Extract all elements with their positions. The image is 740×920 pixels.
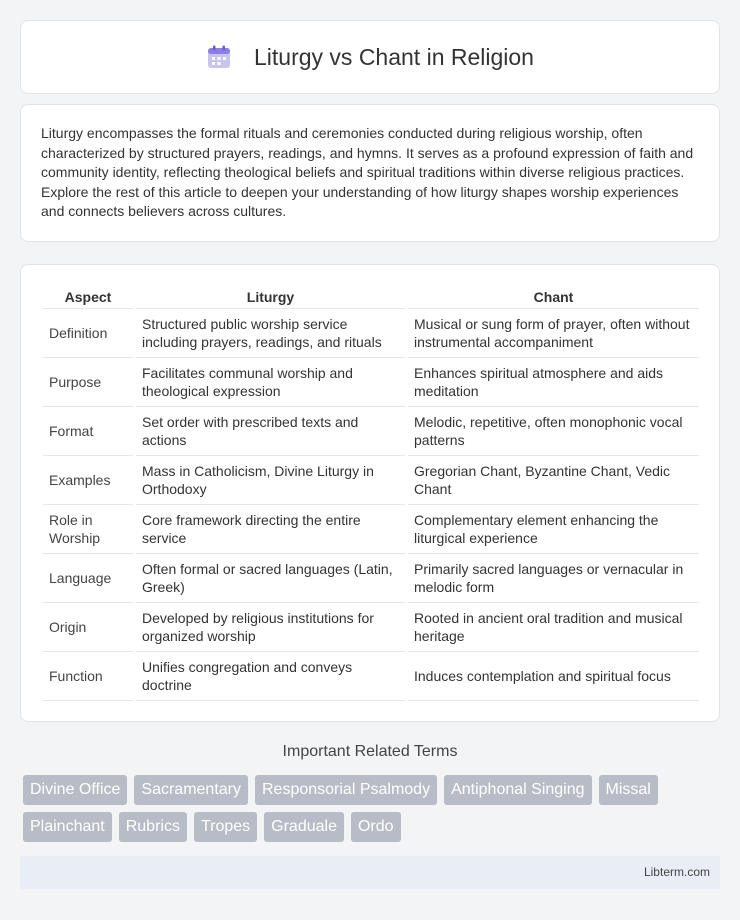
liturgy-cell: Set order with prescribed texts and actions bbox=[136, 407, 405, 456]
comparison-table bbox=[43, 285, 699, 701]
column-header: Liturgy bbox=[136, 285, 405, 309]
intro-text: Liturgy encompasses the formal rituals and ceremonies conducted during religious worship, often characterized by structured prayers, readings, and hymns. It serves as a profound expression of faith and community identity, reflecting theological beliefs and spiritual traditions within diverse religious practices. Explore the rest of this article to deepen your understanding of how liturgy shapes worship experiences and connects believers across cultures. bbox=[41, 125, 694, 219]
column-header: Aspect bbox=[43, 285, 133, 309]
chant-cell: Rooted in ancient oral tradition and musical heritage bbox=[408, 603, 699, 652]
term-tag[interactable]: Ordo bbox=[351, 812, 401, 842]
chant-cell: Enhances spiritual atmosphere and aids meditation bbox=[408, 358, 699, 407]
term-tag[interactable]: Rubrics bbox=[119, 812, 187, 842]
table-row bbox=[43, 554, 699, 603]
table-row bbox=[43, 456, 699, 505]
term-tag[interactable]: Sacramentary bbox=[134, 775, 248, 805]
table-row bbox=[43, 358, 699, 407]
footer-site-link[interactable]: Libterm.com bbox=[643, 865, 710, 879]
footer bbox=[20, 856, 720, 889]
liturgy-cell: Core framework directing the entire service bbox=[136, 505, 405, 554]
aspect-cell: Role in Worship bbox=[43, 505, 133, 554]
aspect-cell: Function bbox=[43, 652, 133, 701]
aspect-cell: Examples bbox=[43, 456, 133, 505]
table-row bbox=[43, 407, 699, 456]
chant-cell: Melodic, repetitive, often monophonic vocal patterns bbox=[408, 407, 699, 456]
table-header-row bbox=[43, 285, 699, 309]
related-terms-list bbox=[23, 775, 723, 849]
liturgy-cell: Developed by religious institutions for organized worship bbox=[136, 603, 405, 652]
table-row bbox=[43, 652, 699, 701]
term-tag[interactable]: Antiphonal Singing bbox=[444, 775, 591, 805]
liturgy-cell: Facilitates communal worship and theological expression bbox=[136, 358, 405, 407]
term-tag[interactable]: Plainchant bbox=[23, 812, 112, 842]
chant-cell: Complementary element enhancing the liturgical experience bbox=[408, 505, 699, 554]
chant-cell: Musical or sung form of prayer, often without instrumental accompaniment bbox=[408, 309, 699, 358]
related-terms-heading: Important Related Terms bbox=[282, 743, 458, 760]
intro-card bbox=[20, 104, 720, 242]
liturgy-cell: Structured public worship service including prayers, readings, and rituals bbox=[136, 309, 405, 358]
page-title: Liturgy vs Chant in Religion bbox=[254, 43, 534, 70]
title-card bbox=[20, 20, 720, 94]
chant-cell: Primarily sacred languages or vernacular in melodic form bbox=[408, 554, 699, 603]
column-header: Chant bbox=[408, 285, 699, 309]
term-tag[interactable]: Missal bbox=[599, 775, 658, 805]
liturgy-cell: Mass in Catholicism, Divine Liturgy in Orthodoxy bbox=[136, 456, 405, 505]
table-row bbox=[43, 309, 699, 358]
table-row bbox=[43, 505, 699, 554]
comparison-card bbox=[20, 264, 720, 722]
calendar-icon bbox=[206, 44, 232, 70]
aspect-cell: Language bbox=[43, 554, 133, 603]
aspect-cell: Origin bbox=[43, 603, 133, 652]
table-row bbox=[43, 603, 699, 652]
chant-cell: Gregorian Chant, Byzantine Chant, Vedic Chant bbox=[408, 456, 699, 505]
aspect-cell: Purpose bbox=[43, 358, 133, 407]
aspect-cell: Format bbox=[43, 407, 133, 456]
liturgy-cell: Often formal or sacred languages (Latin, Greek) bbox=[136, 554, 405, 603]
term-tag[interactable]: Graduale bbox=[264, 812, 344, 842]
term-tag[interactable]: Tropes bbox=[194, 812, 257, 842]
liturgy-cell: Unifies congregation and conveys doctrine bbox=[136, 652, 405, 701]
term-tag[interactable]: Divine Office bbox=[23, 775, 127, 805]
term-tag[interactable]: Responsorial Psalmody bbox=[255, 775, 437, 805]
aspect-cell: Definition bbox=[43, 309, 133, 358]
chant-cell: Induces contemplation and spiritual focus bbox=[408, 652, 699, 701]
